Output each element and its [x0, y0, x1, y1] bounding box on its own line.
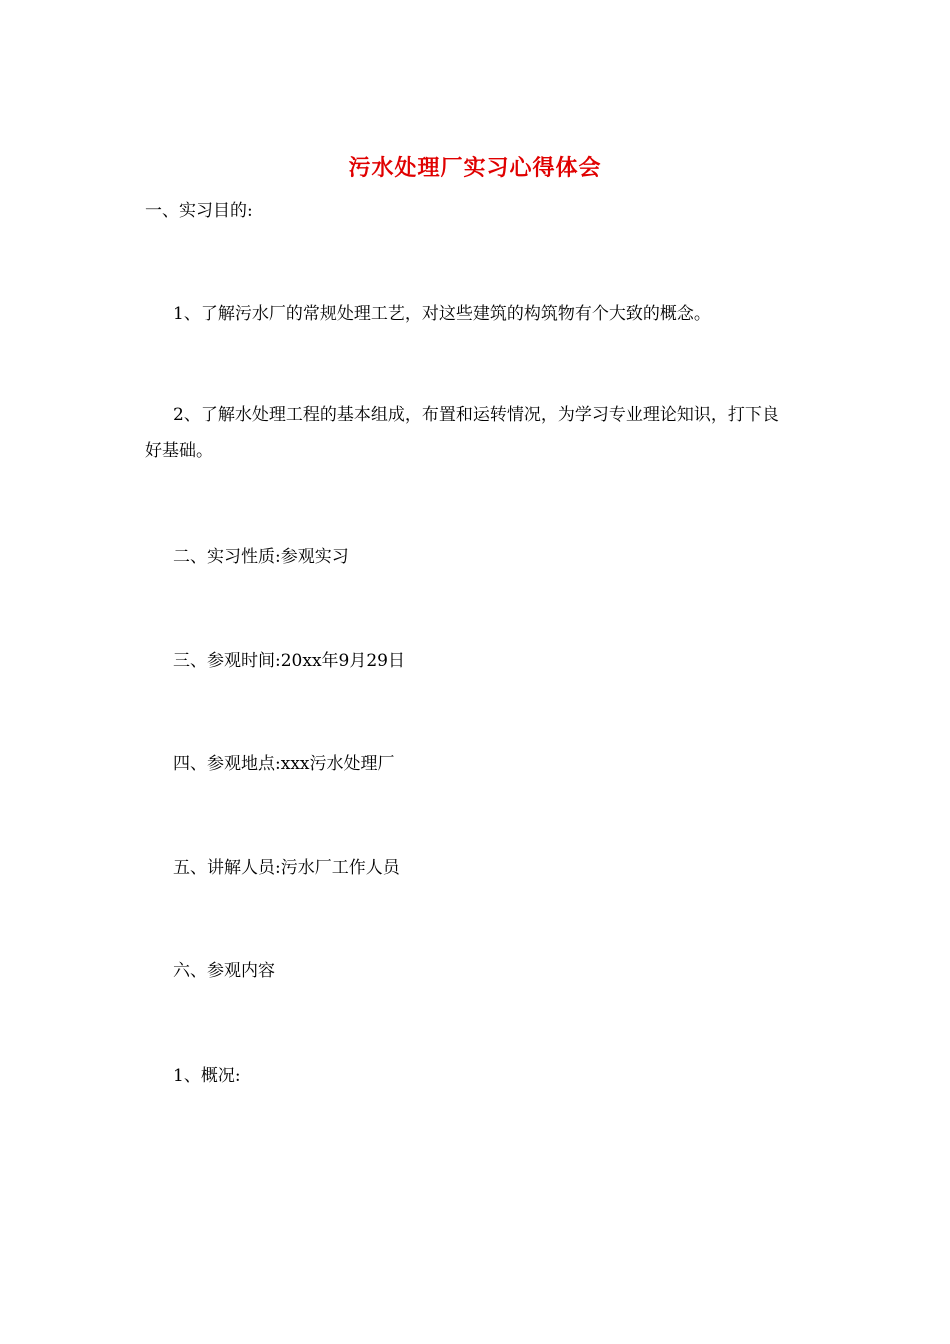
section-guide: 五、讲解人员:污水厂工作人员	[173, 858, 400, 878]
section-overview: 1、概况:	[173, 1066, 241, 1086]
section-content-heading: 六、参观内容	[173, 961, 275, 981]
purpose-item-2	[145, 397, 795, 469]
section-time: 三、参观时间:20xx年9月29日	[173, 651, 405, 671]
purpose-item-2-text: 2、了解水处理工程的基本组成，布置和运转情况，为学习专业理论知识，打下良好基础。	[145, 405, 779, 461]
section-purpose-heading: 一、实习目的:	[145, 201, 253, 221]
section-nature: 二、实习性质:参观实习	[173, 547, 349, 567]
purpose-item-1: 1、了解污水厂的常规处理工艺，对这些建筑的构筑物有个大致的概念。	[173, 304, 711, 324]
section-location: 四、参观地点:xxx污水处理厂	[173, 754, 395, 774]
document-title: 污水处理厂实习心得体会	[348, 155, 602, 181]
